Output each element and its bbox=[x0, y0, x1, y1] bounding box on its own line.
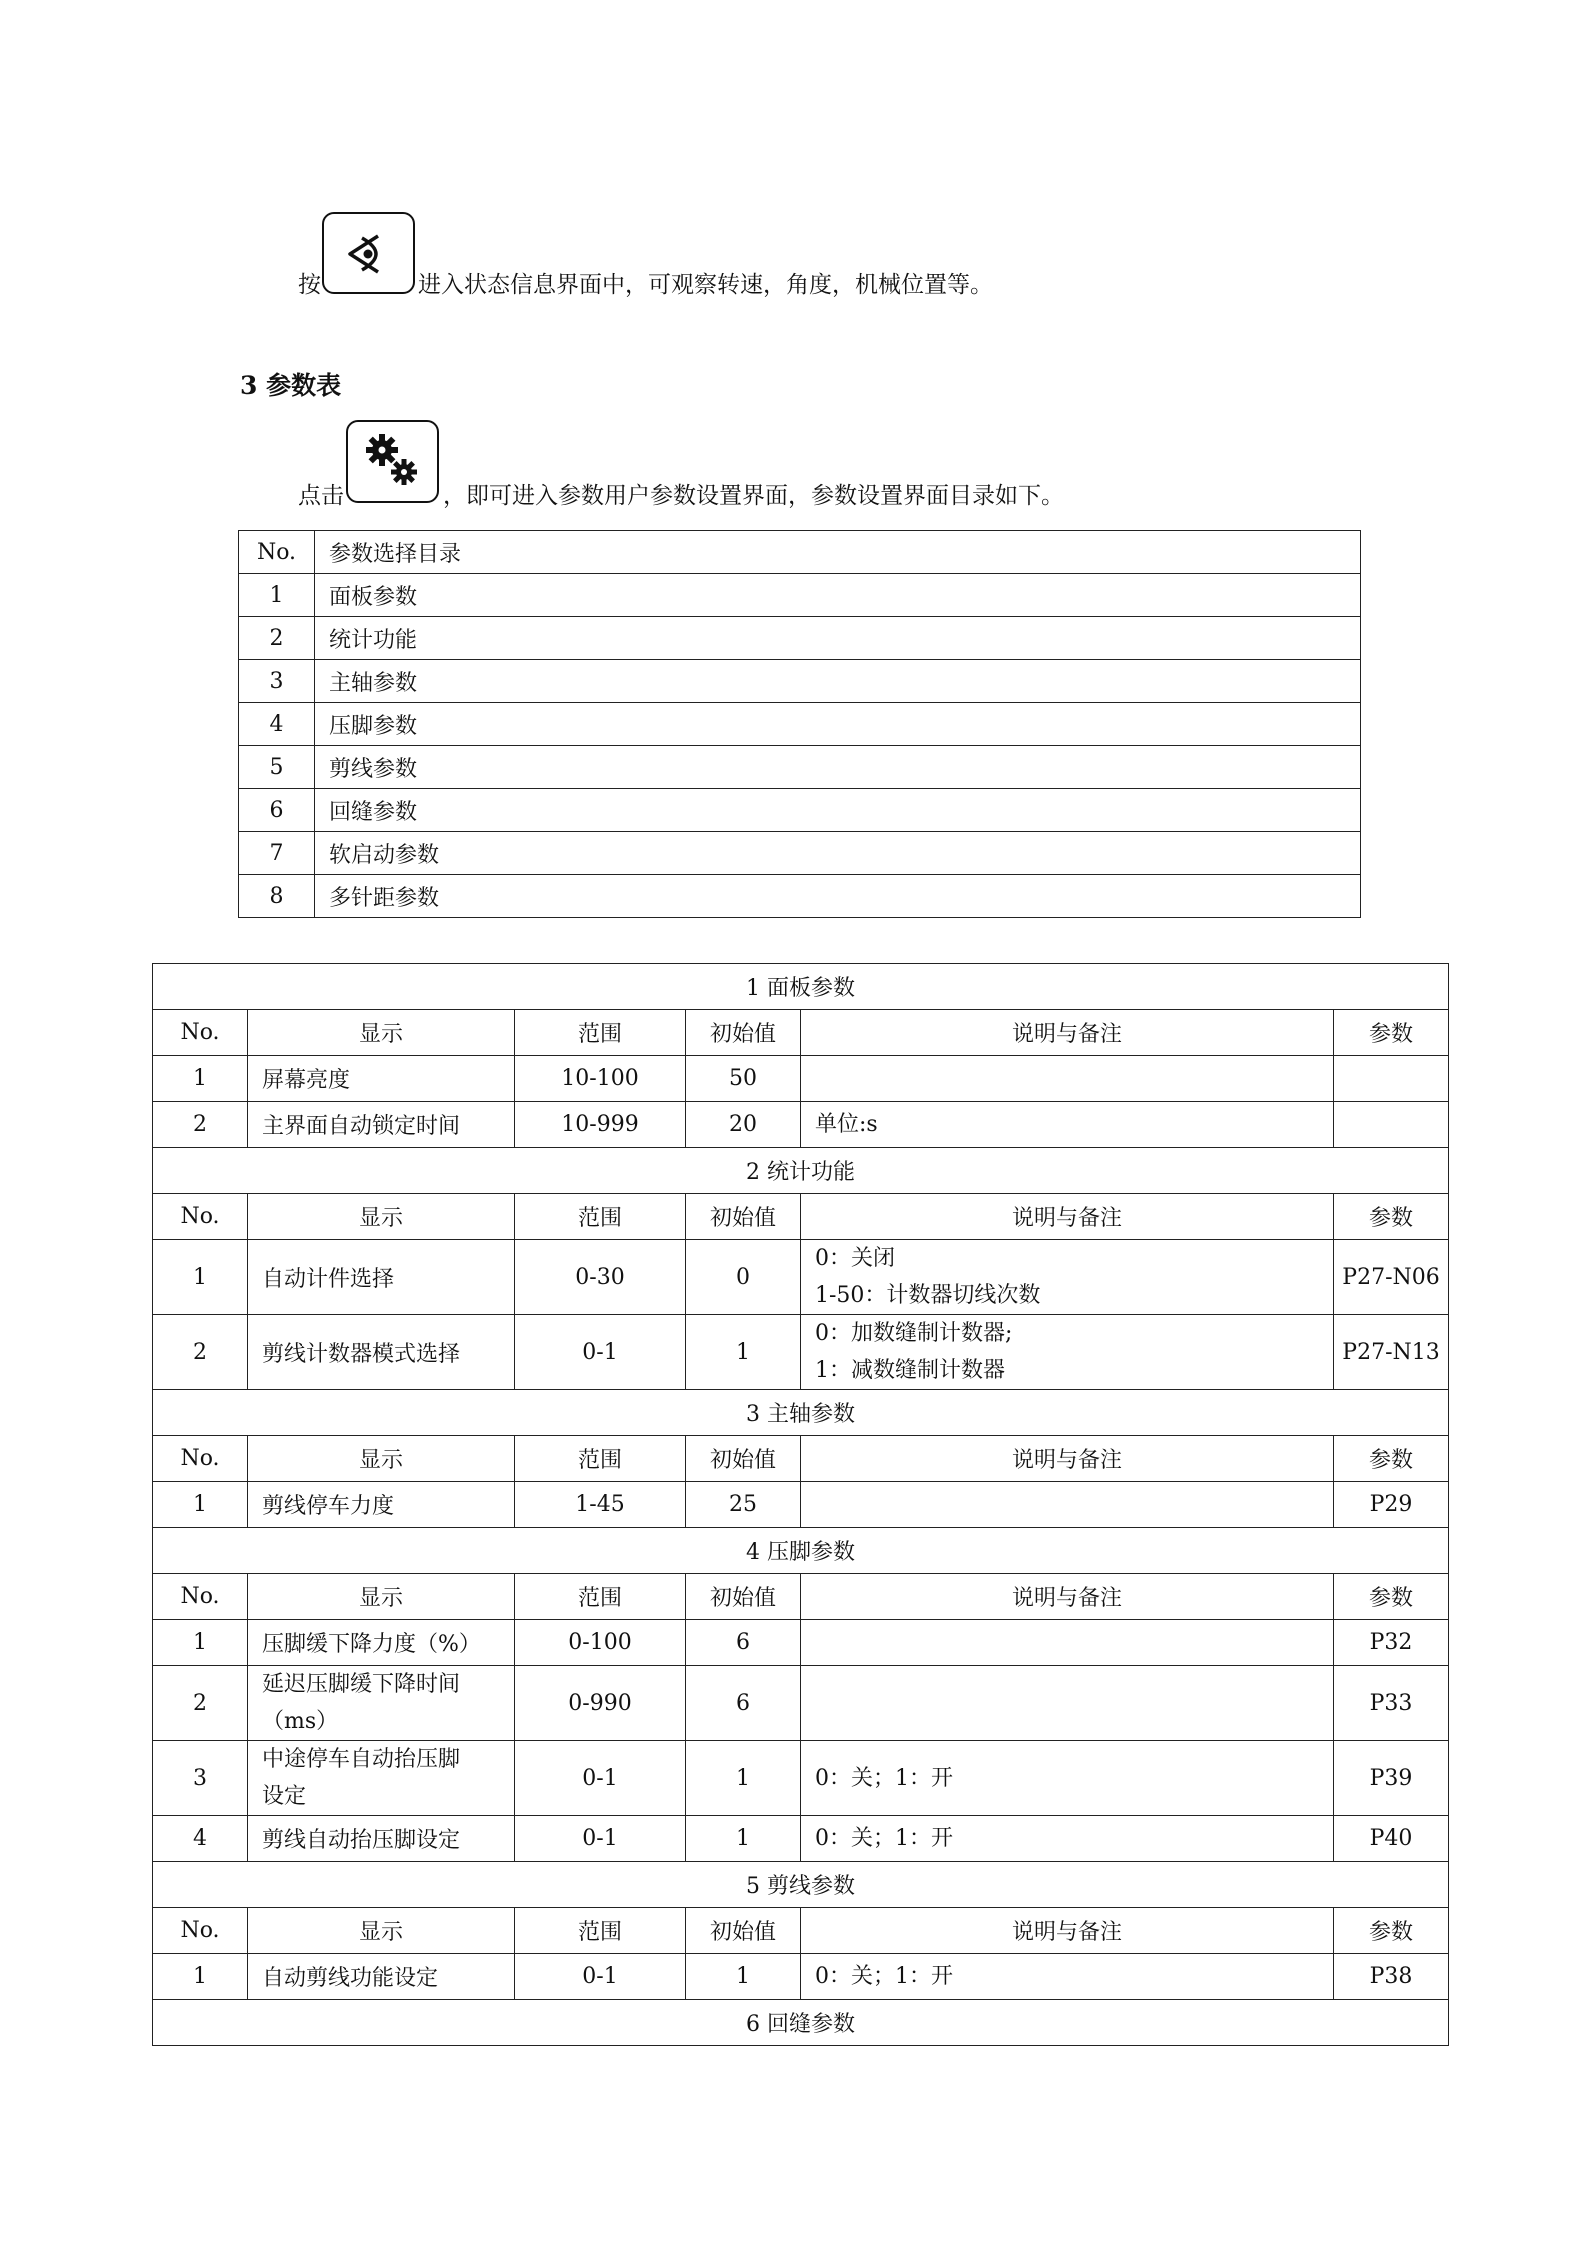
parameter-row bbox=[153, 1056, 1449, 1102]
param-display-line: 压脚缓下降力度（%） bbox=[262, 1632, 481, 1657]
param-range: 0-1 bbox=[515, 1954, 686, 2000]
param-note-line: 0：关；1：开 bbox=[815, 1765, 953, 1791]
param-display-line: 中途停车自动抬压脚 bbox=[262, 1747, 461, 1772]
section-heading: 3 参数表 bbox=[240, 371, 342, 400]
directory-row bbox=[239, 875, 1361, 918]
header-initial: 初始值 bbox=[686, 1436, 801, 1482]
param-note bbox=[801, 1816, 1334, 1862]
header-param: 参数 bbox=[1334, 1574, 1449, 1620]
header-display: 显示 bbox=[248, 1574, 515, 1620]
param-note bbox=[801, 1315, 1334, 1390]
directory-row-no: 4 bbox=[239, 703, 315, 746]
header-initial: 初始值 bbox=[686, 1010, 801, 1056]
param-code: P27-N06 bbox=[1334, 1240, 1449, 1315]
header-display: 显示 bbox=[248, 1908, 515, 1954]
param-no: 2 bbox=[153, 1102, 248, 1148]
param-note bbox=[801, 1954, 1334, 2000]
param-display-line: （ms） bbox=[262, 1709, 339, 1734]
group-title: 6 回缝参数 bbox=[153, 2000, 1449, 2046]
param-display bbox=[248, 1954, 515, 2000]
group-title-row bbox=[153, 1148, 1449, 1194]
directory-header-name: 参数选择目录 bbox=[315, 531, 1361, 574]
directory-header-row bbox=[239, 531, 1361, 574]
param-note-line: 0：关闭 bbox=[815, 1246, 895, 1271]
param-display bbox=[248, 1056, 515, 1102]
param-no: 1 bbox=[153, 1056, 248, 1102]
status-suffix-text: 进入状态信息界面中，可观察转速，角度，机械位置等。 bbox=[418, 272, 993, 298]
param-display-line: 剪线计数器模式选择 bbox=[262, 1341, 461, 1367]
param-code: P33 bbox=[1334, 1666, 1449, 1741]
parameter-row bbox=[153, 1240, 1449, 1315]
param-no: 1 bbox=[153, 1620, 248, 1666]
param-code: P38 bbox=[1334, 1954, 1449, 2000]
param-code: P32 bbox=[1334, 1620, 1449, 1666]
param-code: P39 bbox=[1334, 1741, 1449, 1816]
param-display-line: 剪线自动抬压脚设定 bbox=[262, 1828, 461, 1853]
param-note-line: 1：减数缝制计数器 bbox=[815, 1358, 1005, 1383]
param-initial: 1 bbox=[686, 1315, 801, 1390]
param-display bbox=[248, 1816, 515, 1862]
group-title: 2 统计功能 bbox=[153, 1148, 1449, 1194]
param-code bbox=[1334, 1056, 1449, 1102]
parameter-directory-table bbox=[238, 530, 1361, 918]
param-no: 2 bbox=[153, 1666, 248, 1741]
header-no: No. bbox=[153, 1574, 248, 1620]
header-initial: 初始值 bbox=[686, 1908, 801, 1954]
header-display: 显示 bbox=[248, 1436, 515, 1482]
param-code: P40 bbox=[1334, 1816, 1449, 1862]
directory-header-no: No. bbox=[239, 531, 315, 574]
param-note-line: 0：关；1：开 bbox=[815, 1964, 953, 1989]
directory-row-name: 压脚参数 bbox=[315, 703, 1361, 746]
directory-row-no: 1 bbox=[239, 574, 315, 617]
column-header-row bbox=[153, 1574, 1449, 1620]
param-no: 3 bbox=[153, 1741, 248, 1816]
param-display bbox=[248, 1102, 515, 1148]
param-range: 10-999 bbox=[515, 1102, 686, 1148]
header-no: No. bbox=[153, 1908, 248, 1954]
directory-row-no: 8 bbox=[239, 875, 315, 918]
header-range: 范围 bbox=[515, 1010, 686, 1056]
group-title: 3 主轴参数 bbox=[153, 1390, 1449, 1436]
parameter-row bbox=[153, 1482, 1449, 1528]
directory-row-name: 回缝参数 bbox=[315, 789, 1361, 832]
directory-row-no: 6 bbox=[239, 789, 315, 832]
header-note: 说明与备注 bbox=[801, 1436, 1334, 1482]
param-display-line: 剪线停车力度 bbox=[262, 1494, 395, 1519]
param-display bbox=[248, 1315, 515, 1390]
directory-row bbox=[239, 703, 1361, 746]
parameter-row bbox=[153, 1102, 1449, 1148]
header-param: 参数 bbox=[1334, 1908, 1449, 1954]
header-display: 显示 bbox=[248, 1010, 515, 1056]
group-title: 4 压脚参数 bbox=[153, 1528, 1449, 1574]
group-title-row bbox=[153, 1390, 1449, 1436]
directory-row bbox=[239, 789, 1361, 832]
directory-row-name: 多针距参数 bbox=[315, 875, 1361, 918]
group-title-row bbox=[153, 1862, 1449, 1908]
group-title-row bbox=[153, 1528, 1449, 1574]
status-prefix-text: 按 bbox=[298, 272, 321, 298]
param-note bbox=[801, 1102, 1334, 1148]
parameter-detail-table bbox=[152, 963, 1449, 2046]
eye-icon bbox=[322, 212, 415, 294]
directory-row-name: 主轴参数 bbox=[315, 660, 1361, 703]
group-title: 5 剪线参数 bbox=[153, 1862, 1449, 1908]
param-display-line: 自动计件选择 bbox=[262, 1266, 395, 1292]
params-prefix-text: 点击 bbox=[298, 483, 344, 509]
param-range: 0-30 bbox=[515, 1240, 686, 1315]
param-range: 0-990 bbox=[515, 1666, 686, 1741]
param-range: 0-100 bbox=[515, 1620, 686, 1666]
param-initial: 0 bbox=[686, 1240, 801, 1315]
param-note-line: 1-50：计数器切线次数 bbox=[815, 1283, 1041, 1308]
directory-row-name: 面板参数 bbox=[315, 574, 1361, 617]
header-param: 参数 bbox=[1334, 1436, 1449, 1482]
header-note: 说明与备注 bbox=[801, 1574, 1334, 1620]
parameter-row bbox=[153, 1741, 1449, 1816]
param-code bbox=[1334, 1102, 1449, 1148]
param-display bbox=[248, 1482, 515, 1528]
directory-row bbox=[239, 746, 1361, 789]
gears-icon bbox=[346, 420, 439, 503]
param-display bbox=[248, 1741, 515, 1816]
header-param: 参数 bbox=[1334, 1010, 1449, 1056]
param-initial: 1 bbox=[686, 1816, 801, 1862]
param-display bbox=[248, 1620, 515, 1666]
param-initial: 1 bbox=[686, 1741, 801, 1816]
header-initial: 初始值 bbox=[686, 1194, 801, 1240]
parameter-row bbox=[153, 1620, 1449, 1666]
params-suffix-text: ，即可进入参数用户参数设置界面，参数设置界面目录如下。 bbox=[443, 483, 1064, 509]
column-header-row bbox=[153, 1010, 1449, 1056]
param-display-line: 延迟压脚缓下降时间 bbox=[262, 1672, 461, 1697]
column-header-row bbox=[153, 1436, 1449, 1482]
header-note: 说明与备注 bbox=[801, 1194, 1334, 1240]
column-header-row bbox=[153, 1194, 1449, 1240]
param-note bbox=[801, 1620, 1334, 1666]
param-display-line: 设定 bbox=[262, 1784, 307, 1809]
param-range: 1-45 bbox=[515, 1482, 686, 1528]
directory-row-no: 2 bbox=[239, 617, 315, 660]
header-range: 范围 bbox=[515, 1194, 686, 1240]
param-range: 0-1 bbox=[515, 1741, 686, 1816]
directory-row-name: 软启动参数 bbox=[315, 832, 1361, 875]
header-range: 范围 bbox=[515, 1574, 686, 1620]
param-note bbox=[801, 1482, 1334, 1528]
directory-row bbox=[239, 660, 1361, 703]
param-initial: 20 bbox=[686, 1102, 801, 1148]
parameter-row bbox=[153, 1816, 1449, 1862]
param-no: 1 bbox=[153, 1240, 248, 1315]
parameter-row bbox=[153, 1954, 1449, 2000]
param-code: P29 bbox=[1334, 1482, 1449, 1528]
group-title-row bbox=[153, 2000, 1449, 2046]
param-no: 1 bbox=[153, 1482, 248, 1528]
param-initial: 6 bbox=[686, 1666, 801, 1741]
param-no: 4 bbox=[153, 1816, 248, 1862]
param-initial: 25 bbox=[686, 1482, 801, 1528]
param-note-line: 0：加数缝制计数器; bbox=[815, 1321, 1013, 1346]
directory-row-no: 7 bbox=[239, 832, 315, 875]
directory-row-no: 5 bbox=[239, 746, 315, 789]
directory-row bbox=[239, 574, 1361, 617]
param-display-line: 屏幕亮度 bbox=[262, 1068, 351, 1093]
group-title: 1 面板参数 bbox=[153, 964, 1449, 1010]
header-no: No. bbox=[153, 1194, 248, 1240]
header-param: 参数 bbox=[1334, 1194, 1449, 1240]
group-title-row bbox=[153, 964, 1449, 1010]
directory-row-name: 统计功能 bbox=[315, 617, 1361, 660]
param-range: 0-1 bbox=[515, 1816, 686, 1862]
directory-row bbox=[239, 617, 1361, 660]
param-no: 1 bbox=[153, 1954, 248, 2000]
param-range: 0-1 bbox=[515, 1315, 686, 1390]
param-display-line: 主界面自动锁定时间 bbox=[262, 1114, 461, 1139]
header-range: 范围 bbox=[515, 1908, 686, 1954]
header-no: No. bbox=[153, 1436, 248, 1482]
param-display-line: 自动剪线功能设定 bbox=[262, 1966, 439, 1991]
param-initial: 50 bbox=[686, 1056, 801, 1102]
header-range: 范围 bbox=[515, 1436, 686, 1482]
directory-row-no: 3 bbox=[239, 660, 315, 703]
param-code: P27-N13 bbox=[1334, 1315, 1449, 1390]
header-note: 说明与备注 bbox=[801, 1010, 1334, 1056]
param-initial: 1 bbox=[686, 1954, 801, 2000]
param-no: 2 bbox=[153, 1315, 248, 1390]
header-display: 显示 bbox=[248, 1194, 515, 1240]
param-note bbox=[801, 1666, 1334, 1741]
param-display bbox=[248, 1240, 515, 1315]
param-note bbox=[801, 1056, 1334, 1102]
param-note-line: 0：关；1：开 bbox=[815, 1826, 953, 1851]
param-note bbox=[801, 1240, 1334, 1315]
param-note bbox=[801, 1741, 1334, 1816]
header-no: No. bbox=[153, 1010, 248, 1056]
column-header-row bbox=[153, 1908, 1449, 1954]
directory-row-name: 剪线参数 bbox=[315, 746, 1361, 789]
param-initial: 6 bbox=[686, 1620, 801, 1666]
header-note: 说明与备注 bbox=[801, 1908, 1334, 1954]
param-note-line: 单位:s bbox=[815, 1112, 878, 1137]
param-range: 10-100 bbox=[515, 1056, 686, 1102]
directory-row bbox=[239, 832, 1361, 875]
parameter-row bbox=[153, 1666, 1449, 1741]
header-initial: 初始值 bbox=[686, 1574, 801, 1620]
param-display bbox=[248, 1666, 515, 1741]
parameter-row bbox=[153, 1315, 1449, 1390]
